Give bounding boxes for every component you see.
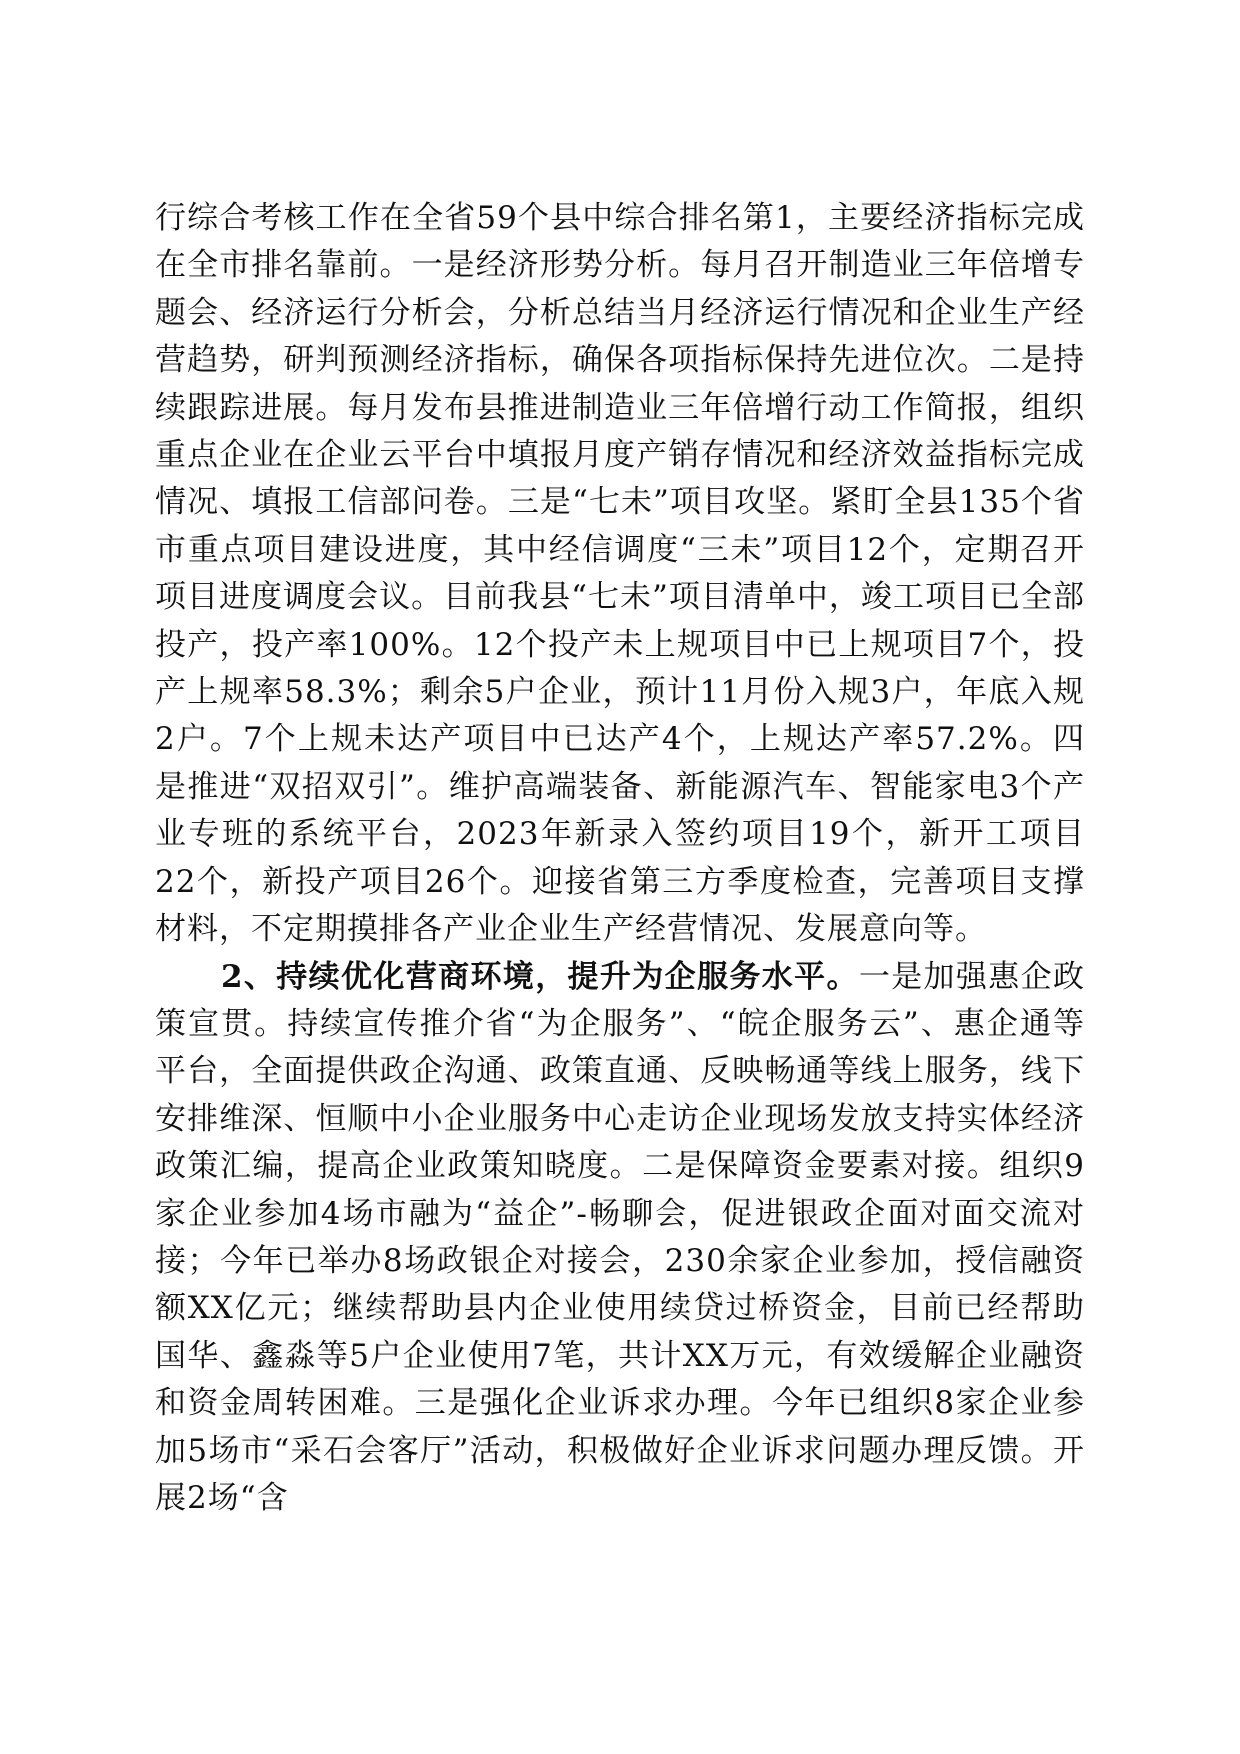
- section-heading: 2、持续优化营商环境，提升为企服务水平。: [221, 958, 859, 995]
- document-body: [155, 195, 1085, 1522]
- paragraph-business-environment: [155, 954, 1085, 1523]
- paragraph-economic-indicators: 行综合考核工作在全省59个县中综合排名第1，主要经济指标完成在全市排名靠前。一是经济形势分析。每月召开制造业三年倍增专题会、经济运行分析会，分析总结当月经济运行情况和企业生产经营趋势，研判预测经济指标，确保各项指标保持先进位次。二是持续跟踪进展。每月发布县推进制造业三年倍增行动工作简报，组织重点企业在企业云平台中填报月度产销存情况和经济效益指标完成情况、填报工信部问卷。三是“七未”项目攻坚。紧盯全县135个省市重点项目建设进度，其中经信调度“三未”项目12个，定期召开项目进度调度会议。目前我县“七未”项目清单中，竣工项目已全部投产，投产率100%。12个投产未上规项目中已上规项目7个，投产上规率58.3%；剩余5户企业，预计11月份入规3户，年底入规2户。7个上规未达产项目中已达产4个，上规达产率57.2%。四是推进“双招双引”。维护高端装备、新能源汽车、智能家电3个产业专班的系统平台，2023年新录入签约项目19个，新开工项目22个，新投产项目26个。迎接省第三方季度检查，完善项目支撑材料，不定期摸排各产业企业生产经营情况、发展意向等。: [155, 200, 1085, 948]
- section-body: 一是加强惠企政策宣贯。持续宣传推介省“为企服务”、“皖企服务云”、惠企通等平台，全面提供政企沟通、政策直通、反映畅通等线上服务，线下安排维深、恒顺中小企业服务中心走访企业现场发放支持实体经济政策汇编，提高企业政策知晓度。二是保障资金要素对接。组织9家企业参加4场市融为“益企”-畅聊会，促进银政企面对面交流对接；今年已举办8场政银企对接会，230余家企业参加，授信融资额XX亿元；继续帮助县内企业使用续贷过桥资金，目前已经帮助国华、鑫淼等5户企业使用7笔，共计XX万元，有效缓解企业融资和资金周转困难。三是强化企业诉求办理。今年已组织8家企业参加5场市“采石会客厅”活动，积极做好企业诉求问题办理反馈。开展2场“含: [155, 958, 1086, 1516]
